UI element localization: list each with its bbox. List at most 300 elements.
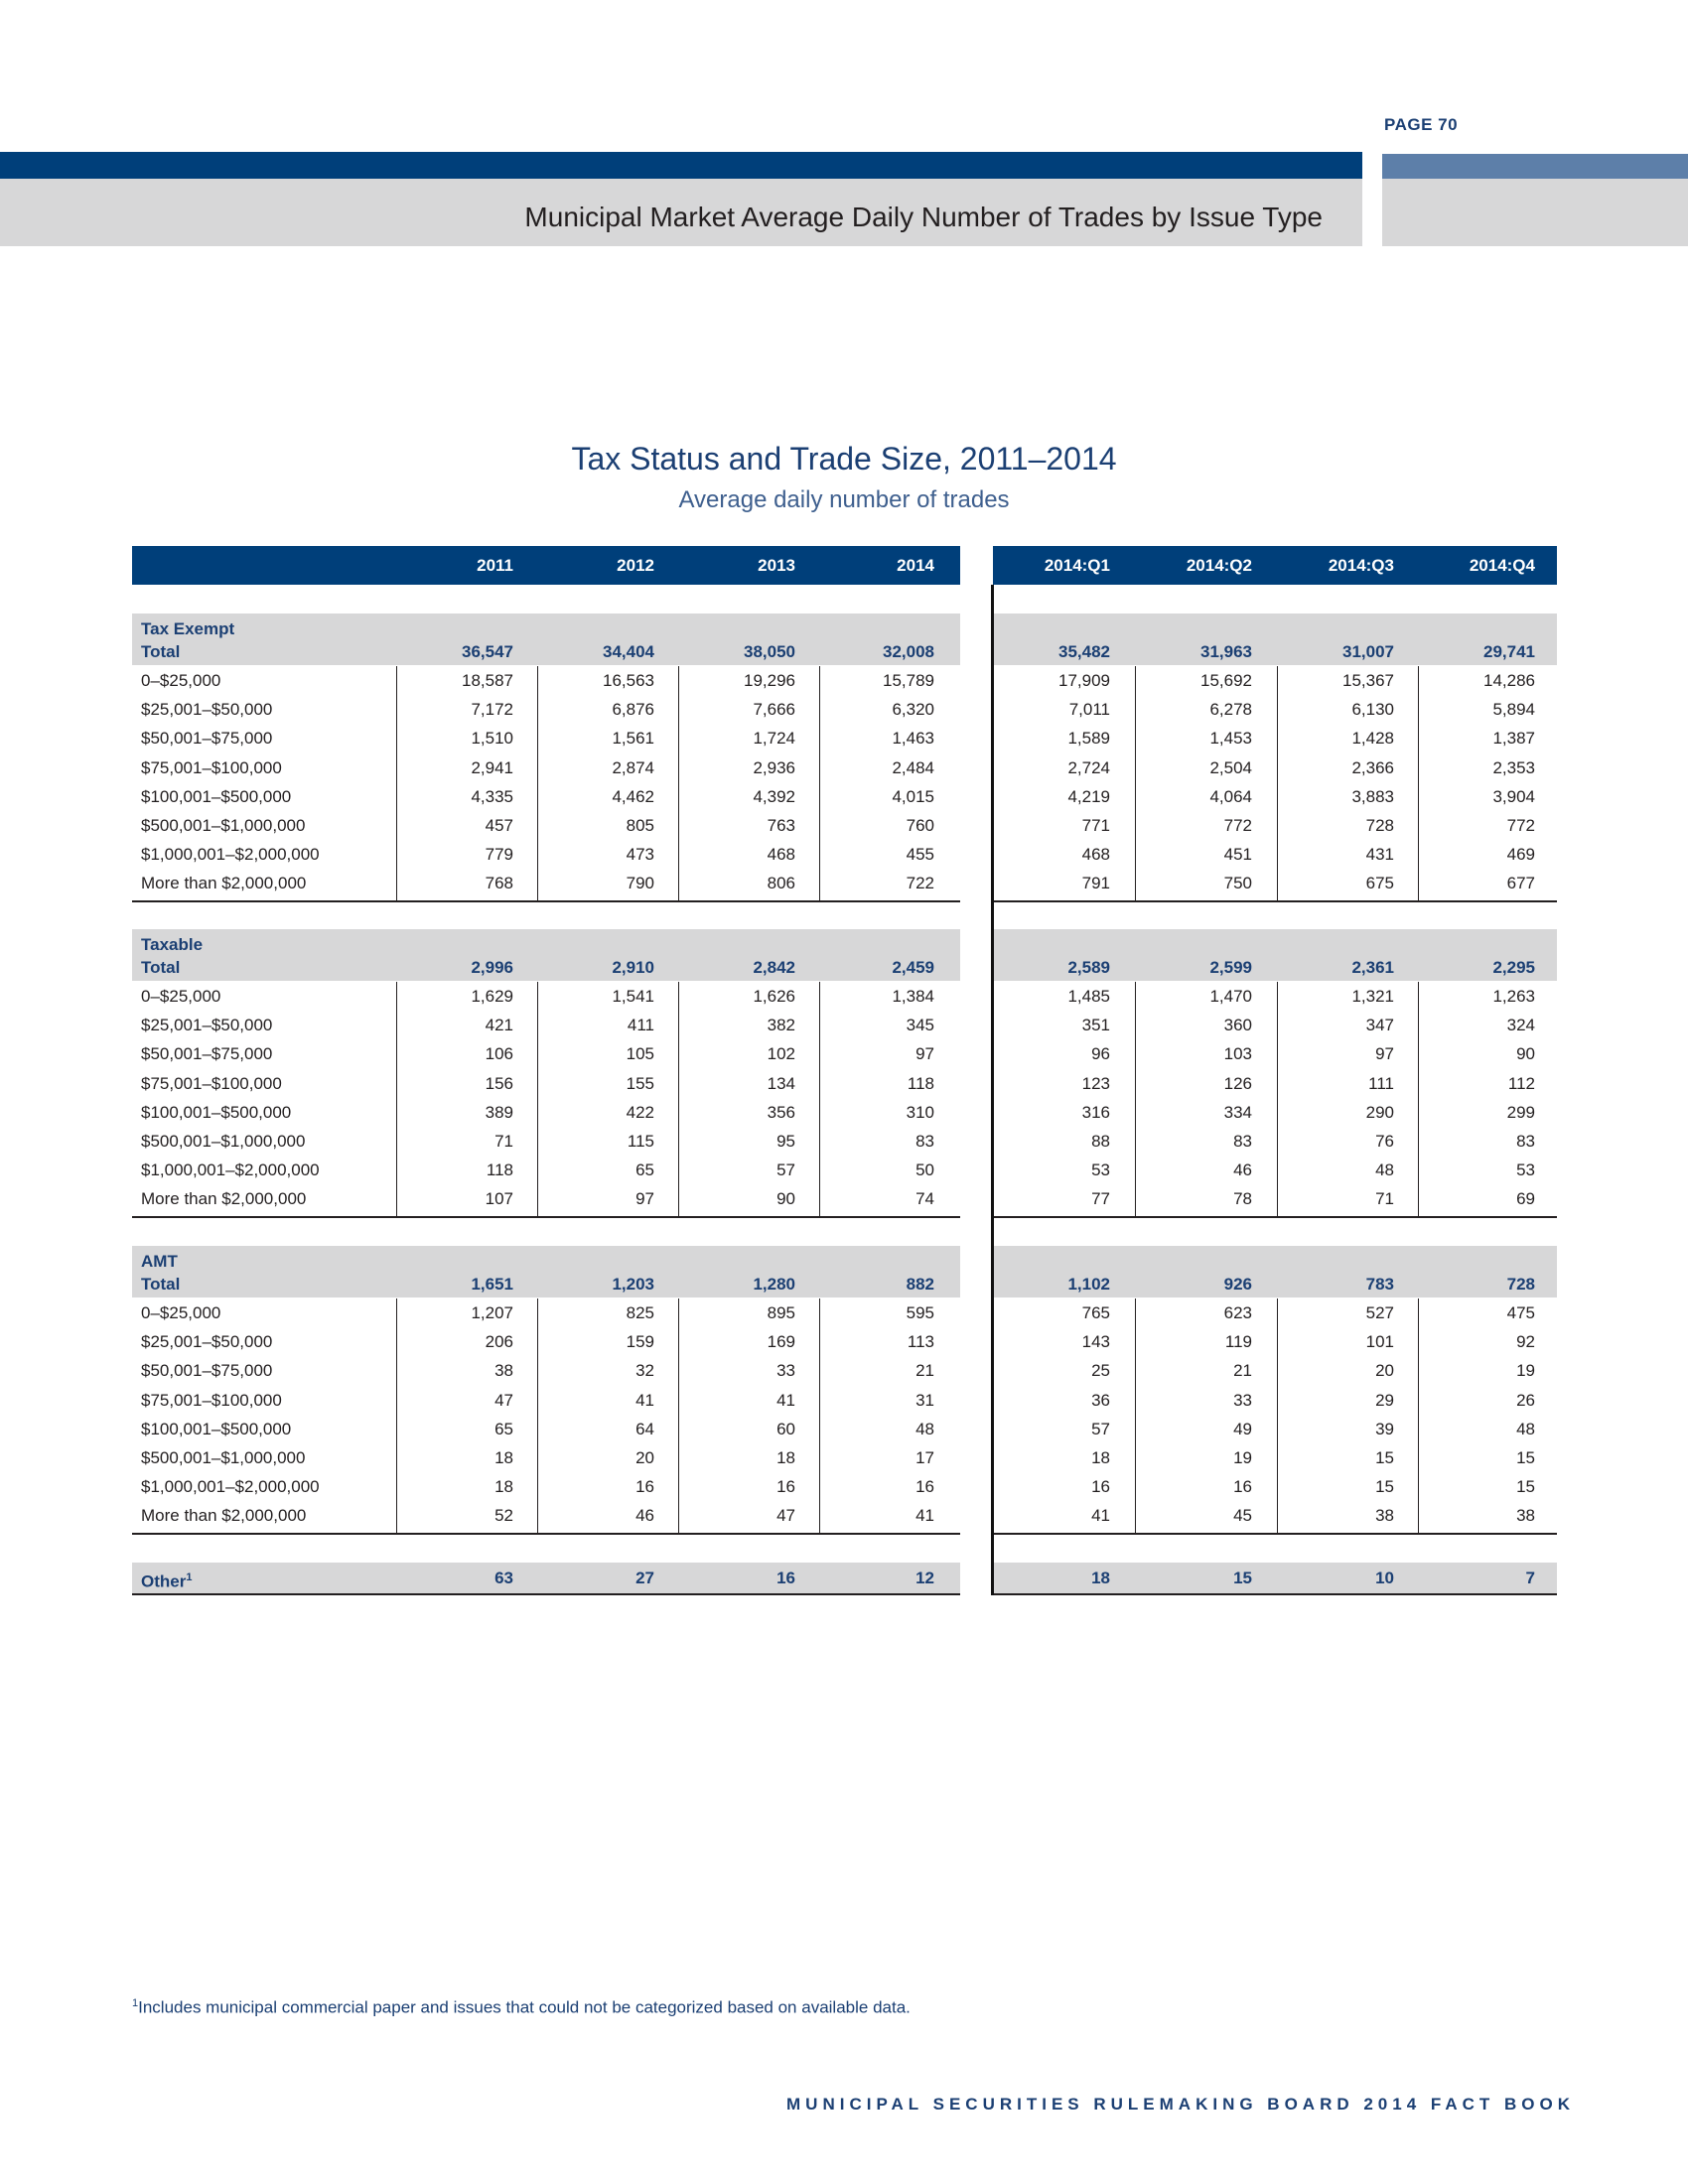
table-cell: 29 <box>1375 1390 1394 1410</box>
row-label: 0–$25,000 <box>141 671 221 690</box>
table-row <box>993 1356 1557 1385</box>
row-label: $75,001–$100,000 <box>141 1073 282 1093</box>
table-cell: 65 <box>635 1160 654 1180</box>
table-cell: 169 <box>767 1332 795 1352</box>
column-header: 2011 <box>477 556 513 575</box>
table-row <box>132 753 960 782</box>
table-cell: 97 <box>1375 1044 1394 1064</box>
total-cell: 2,295 <box>1492 958 1535 977</box>
footnote-text: Includes municipal commercial paper and issues that could not be categorized based on available data. <box>138 1997 911 2017</box>
table-cell: 107 <box>485 1189 513 1209</box>
table-cell: 4,335 <box>471 786 513 806</box>
table-row <box>132 782 960 811</box>
total-cell: 728 <box>1506 1275 1535 1294</box>
table-cell: 17,909 <box>1058 671 1110 690</box>
table-cell: 64 <box>635 1419 654 1438</box>
table-cell: 468 <box>767 845 795 865</box>
table-cell: 48 <box>1375 1160 1394 1180</box>
table-cell: 74 <box>915 1189 934 1209</box>
table-cell: 71 <box>494 1132 513 1151</box>
right-header-row <box>993 546 1557 585</box>
table-row <box>993 1156 1557 1184</box>
table-cell: 113 <box>907 1332 934 1352</box>
table-cell: 97 <box>635 1189 654 1209</box>
table-cell: 53 <box>1091 1160 1110 1180</box>
left-header-row <box>132 546 960 585</box>
table-cell: 20 <box>635 1448 654 1467</box>
table-cell: 431 <box>1365 845 1394 865</box>
table-row <box>132 811 960 840</box>
table-cell: 39 <box>1375 1419 1394 1438</box>
total-row <box>993 637 1557 666</box>
table-cell: 791 <box>1081 874 1110 893</box>
table-row <box>132 1156 960 1184</box>
table-cell: 53 <box>1516 1160 1535 1180</box>
table-row <box>993 1298 1557 1327</box>
row-label: $100,001–$500,000 <box>141 1419 292 1438</box>
section-name: AMT <box>141 1252 178 1271</box>
table-cell: 1,207 <box>471 1303 513 1322</box>
section-name: Taxable <box>141 935 204 954</box>
table-cell: 46 <box>635 1506 654 1526</box>
table-cell: 83 <box>915 1132 934 1151</box>
table-cell: 1,428 <box>1351 729 1394 749</box>
table-row <box>993 982 1557 1011</box>
table-cell: 1,561 <box>612 729 654 749</box>
table-cell: 118 <box>907 1073 934 1093</box>
table-cell: 6,130 <box>1351 700 1394 720</box>
table-cell: 106 <box>485 1044 513 1064</box>
table-row <box>132 1501 960 1530</box>
table-cell: 31 <box>915 1390 934 1410</box>
table-cell: 4,219 <box>1067 786 1110 806</box>
table-row <box>993 1501 1557 1530</box>
column-rule <box>537 982 538 1216</box>
table-cell: 18,587 <box>462 671 513 690</box>
footnote <box>132 1997 911 2018</box>
footer: MUNICIPAL SECURITIES RULEMAKING BOARD 2014 FACT BOOK <box>786 2095 1575 2114</box>
total-cell: 882 <box>906 1275 934 1294</box>
table-cell: 105 <box>626 1044 654 1064</box>
column-header: 2014:Q1 <box>1044 556 1110 575</box>
table-row <box>993 840 1557 869</box>
table-cell: 101 <box>1365 1332 1394 1352</box>
table-row <box>132 724 960 752</box>
table-cell: 1,626 <box>753 987 795 1006</box>
table-row <box>993 1443 1557 1472</box>
table-cell: 18 <box>1091 1448 1110 1467</box>
table-cell: 112 <box>1507 1073 1535 1093</box>
row-label: $50,001–$75,000 <box>141 1361 273 1381</box>
column-rule <box>819 666 820 900</box>
total-cell: 2,599 <box>1209 958 1252 977</box>
table-cell: 48 <box>915 1419 934 1438</box>
total-cell: 31,963 <box>1200 642 1252 661</box>
table-cell: 48 <box>1516 1419 1535 1438</box>
row-label: 0–$25,000 <box>141 987 221 1006</box>
table-row <box>993 1127 1557 1156</box>
table-cell: 421 <box>485 1016 513 1035</box>
table-cell: 6,320 <box>892 700 934 720</box>
table-cell: 119 <box>1224 1332 1252 1352</box>
total-cell: 35,482 <box>1058 642 1110 661</box>
table-cell: 1,463 <box>892 729 934 749</box>
table-cell: 772 <box>1223 816 1252 835</box>
table-cell: 15 <box>1375 1448 1394 1467</box>
row-label: $50,001–$75,000 <box>141 1044 273 1064</box>
column-rule <box>1135 1298 1136 1533</box>
total-row <box>993 953 1557 982</box>
table-cell: 595 <box>906 1303 934 1322</box>
total-cell: 2,361 <box>1351 958 1394 977</box>
row-label: $100,001–$500,000 <box>141 786 292 806</box>
total-cell: 926 <box>1223 1275 1252 1294</box>
footnote-mark: 1 <box>132 1997 139 2009</box>
total-cell: 36,547 <box>462 642 513 661</box>
table-cell: 1,470 <box>1209 987 1252 1006</box>
table-cell: 60 <box>776 1419 795 1438</box>
table-cell: 78 <box>1233 1189 1252 1209</box>
table-cell: 5,894 <box>1492 700 1535 720</box>
total-cell: 32,008 <box>883 642 934 661</box>
table-row <box>993 724 1557 752</box>
table-cell: 382 <box>767 1016 795 1035</box>
other-cell: 10 <box>1375 1569 1394 1587</box>
row-label: $500,001–$1,000,000 <box>141 1448 306 1467</box>
table-row <box>132 1386 960 1415</box>
row-label: $50,001–$75,000 <box>141 729 273 749</box>
table-cell: 790 <box>626 874 654 893</box>
column-rule <box>396 982 397 1216</box>
table-cell: 41 <box>1091 1506 1110 1526</box>
table-cell: 95 <box>776 1132 795 1151</box>
total-cell: 1,203 <box>612 1275 654 1294</box>
table-row <box>132 1184 960 1213</box>
other-cell: 15 <box>1233 1569 1252 1587</box>
section-rule <box>132 900 960 902</box>
table-cell: 65 <box>494 1419 513 1438</box>
panel-divider <box>991 585 994 1595</box>
row-label: Total <box>141 1275 181 1294</box>
table-cell: 768 <box>485 874 513 893</box>
row-label: $25,001–$50,000 <box>141 700 273 720</box>
table-cell: 15,789 <box>883 671 934 690</box>
table-cell: 3,904 <box>1492 786 1535 806</box>
column-rule <box>1418 666 1419 900</box>
table-row <box>993 1415 1557 1443</box>
row-label: $500,001–$1,000,000 <box>141 1132 306 1151</box>
column-header: 2012 <box>617 556 654 575</box>
table-row <box>993 1069 1557 1098</box>
table-cell: 17 <box>915 1448 934 1467</box>
table-cell: 18 <box>494 1448 513 1467</box>
row-label: More than $2,000,000 <box>141 1189 307 1209</box>
table-cell: 38 <box>1516 1506 1535 1526</box>
table-cell: 126 <box>1223 1073 1252 1093</box>
table-row <box>132 1415 960 1443</box>
column-rule <box>678 1298 679 1533</box>
table-cell: 805 <box>626 816 654 835</box>
table-cell: 52 <box>494 1506 513 1526</box>
table-row <box>132 869 960 897</box>
total-cell: 1,280 <box>753 1275 795 1294</box>
total-cell: 29,741 <box>1483 642 1535 661</box>
table-cell: 310 <box>906 1102 934 1122</box>
table-cell: 21 <box>915 1361 934 1381</box>
row-label: $1,000,001–$2,000,000 <box>141 1477 320 1497</box>
table-cell: 722 <box>906 874 934 893</box>
table-row <box>132 840 960 869</box>
total-cell: 2,589 <box>1067 958 1110 977</box>
table-row <box>132 1443 960 1472</box>
table-cell: 41 <box>915 1506 934 1526</box>
table-cell: 57 <box>776 1160 795 1180</box>
table-cell: 25 <box>1091 1361 1110 1381</box>
total-cell: 2,842 <box>753 958 795 977</box>
table-cell: 14,286 <box>1483 671 1535 690</box>
table-cell: 26 <box>1516 1390 1535 1410</box>
table-cell: 457 <box>485 816 513 835</box>
column-rule <box>396 666 397 900</box>
table-cell: 47 <box>494 1390 513 1410</box>
table-cell: 206 <box>485 1332 513 1352</box>
section-rule <box>993 900 1557 902</box>
column-rule <box>396 1298 397 1533</box>
table-cell: 468 <box>1081 845 1110 865</box>
row-label: $25,001–$50,000 <box>141 1332 273 1352</box>
table-cell: 103 <box>1223 1044 1252 1064</box>
table-cell: 57 <box>1091 1419 1110 1438</box>
row-label: More than $2,000,000 <box>141 1506 307 1526</box>
table-cell: 825 <box>626 1303 654 1322</box>
table-cell: 90 <box>1516 1044 1535 1064</box>
table-cell: 763 <box>767 816 795 835</box>
table-cell: 765 <box>1081 1303 1110 1322</box>
other-rule <box>132 1593 960 1595</box>
row-label: Total <box>141 958 181 977</box>
column-rule <box>1277 666 1278 900</box>
other-label: Other <box>141 1571 187 1591</box>
table-cell: 92 <box>1516 1332 1535 1352</box>
table-cell: 15,692 <box>1200 671 1252 690</box>
table-row <box>993 1184 1557 1213</box>
section-rule <box>993 1533 1557 1535</box>
table-cell: 115 <box>627 1132 654 1151</box>
table-cell: 4,462 <box>612 786 654 806</box>
other-cell: 63 <box>494 1569 513 1587</box>
row-label: $75,001–$100,000 <box>141 1390 282 1410</box>
table-row <box>993 811 1557 840</box>
table-cell: 2,484 <box>892 757 934 777</box>
table-cell: 623 <box>1223 1303 1252 1322</box>
table-cell: 1,589 <box>1067 729 1110 749</box>
section-rule <box>132 1533 960 1535</box>
total-cell: 1,102 <box>1067 1275 1110 1294</box>
table-cell: 324 <box>1506 1016 1535 1035</box>
table-row <box>993 1098 1557 1127</box>
table-cell: 2,504 <box>1209 757 1252 777</box>
table-cell: 2,936 <box>753 757 795 777</box>
table-cell: 6,278 <box>1209 700 1252 720</box>
table-cell: 1,485 <box>1067 987 1110 1006</box>
table-cell: 779 <box>485 845 513 865</box>
table-cell: 71 <box>1375 1189 1394 1209</box>
table-cell: 19,296 <box>744 671 795 690</box>
total-row <box>132 953 960 982</box>
table-cell: 469 <box>1506 845 1535 865</box>
table-cell: 69 <box>1516 1189 1535 1209</box>
table-cell: 347 <box>1365 1016 1394 1035</box>
table-cell: 2,874 <box>612 757 654 777</box>
other-row <box>993 1563 1557 1593</box>
table-row <box>993 782 1557 811</box>
table-cell: 290 <box>1365 1102 1394 1122</box>
table-row <box>993 753 1557 782</box>
table-row <box>993 1386 1557 1415</box>
table-cell: 143 <box>1081 1332 1110 1352</box>
table-cell: 16 <box>635 1477 654 1497</box>
section-rule <box>993 1216 1557 1218</box>
total-row <box>993 1270 1557 1298</box>
column-rule <box>1277 982 1278 1216</box>
table-cell: 18 <box>494 1477 513 1497</box>
table-cell: 451 <box>1223 845 1252 865</box>
table-cell: 1,541 <box>612 987 654 1006</box>
table-cell: 49 <box>1233 1419 1252 1438</box>
table-cell: 16 <box>915 1477 934 1497</box>
table-row <box>132 1356 960 1385</box>
table-cell: 102 <box>767 1044 795 1064</box>
other-footnote-mark: 1 <box>186 1571 193 1583</box>
table-cell: 771 <box>1081 816 1110 835</box>
row-label: $75,001–$100,000 <box>141 757 282 777</box>
table-cell: 316 <box>1081 1102 1110 1122</box>
table-row <box>132 1127 960 1156</box>
total-row <box>132 1270 960 1298</box>
table-cell: 1,510 <box>471 729 513 749</box>
table-cell: 76 <box>1375 1132 1394 1151</box>
table-cell: 1,384 <box>892 987 934 1006</box>
table-cell: 1,321 <box>1351 987 1394 1006</box>
table-cell: 38 <box>1375 1506 1394 1526</box>
section-name: Tax Exempt <box>141 619 235 638</box>
other-rule <box>993 1593 1557 1595</box>
table-cell: 41 <box>635 1390 654 1410</box>
table-cell: 118 <box>486 1160 513 1180</box>
other-cell: 18 <box>1091 1569 1110 1587</box>
column-rule <box>1418 1298 1419 1533</box>
total-cell: 31,007 <box>1342 642 1394 661</box>
table-row <box>993 869 1557 897</box>
table-cell: 46 <box>1233 1160 1252 1180</box>
table-cell: 806 <box>767 874 795 893</box>
table-row <box>993 666 1557 695</box>
column-rule <box>1418 982 1419 1216</box>
row-label: $25,001–$50,000 <box>141 1016 273 1035</box>
table-cell: 155 <box>626 1073 654 1093</box>
table-row <box>993 1011 1557 1039</box>
header-blue-bar-right <box>1382 154 1688 179</box>
table-row <box>132 1472 960 1501</box>
table-row <box>993 1039 1557 1068</box>
table-row <box>132 1069 960 1098</box>
table-cell: 360 <box>1223 1016 1252 1035</box>
table-cell: 7,172 <box>471 700 513 720</box>
table-cell: 7,011 <box>1068 700 1110 720</box>
table-cell: 728 <box>1365 816 1394 835</box>
table-cell: 38 <box>494 1361 513 1381</box>
table-cell: 123 <box>1081 1073 1110 1093</box>
header-gray-bar-right <box>1382 179 1688 246</box>
table-cell: 88 <box>1091 1132 1110 1151</box>
table-cell: 351 <box>1081 1016 1110 1035</box>
total-row <box>132 637 960 666</box>
table-cell: 6,876 <box>612 700 654 720</box>
table-cell: 1,453 <box>1209 729 1252 749</box>
table-cell: 299 <box>1506 1102 1535 1122</box>
other-cell: 27 <box>635 1569 654 1587</box>
row-label <box>141 1563 192 1597</box>
table-cell: 97 <box>915 1044 934 1064</box>
total-cell: 38,050 <box>744 642 795 661</box>
table-row <box>132 1098 960 1127</box>
table-row <box>132 1039 960 1068</box>
row-label: $1,000,001–$2,000,000 <box>141 845 320 865</box>
table-row <box>132 982 960 1011</box>
total-cell: 2,996 <box>471 958 513 977</box>
row-label: $100,001–$500,000 <box>141 1102 292 1122</box>
other-cell: 7 <box>1525 1569 1535 1587</box>
table-row <box>132 695 960 724</box>
table-cell: 334 <box>1223 1102 1252 1122</box>
table-row <box>993 695 1557 724</box>
table-cell: 50 <box>915 1160 934 1180</box>
table-cell: 83 <box>1233 1132 1252 1151</box>
table-cell: 32 <box>635 1361 654 1381</box>
row-label: Total <box>141 642 181 661</box>
table-cell: 1,263 <box>1492 987 1535 1006</box>
column-rule <box>537 666 538 900</box>
row-label: 0–$25,000 <box>141 1303 221 1322</box>
table-cell: 16 <box>1233 1477 1252 1497</box>
column-header: 2014:Q4 <box>1469 556 1535 575</box>
table-cell: 18 <box>776 1448 795 1467</box>
column-header: 2014 <box>897 556 934 575</box>
column-rule <box>678 982 679 1216</box>
table-cell: 111 <box>1368 1073 1394 1093</box>
table-cell: 47 <box>776 1506 795 1526</box>
total-cell: 34,404 <box>603 642 654 661</box>
table-cell: 156 <box>485 1073 513 1093</box>
column-rule <box>1135 982 1136 1216</box>
table-cell: 1,629 <box>471 987 513 1006</box>
table-cell: 33 <box>776 1361 795 1381</box>
table-cell: 16 <box>776 1477 795 1497</box>
table-cell: 475 <box>1506 1303 1535 1322</box>
column-header: 2014:Q2 <box>1186 556 1252 575</box>
table-cell: 159 <box>626 1332 654 1352</box>
table-cell: 4,392 <box>753 786 795 806</box>
table-cell: 411 <box>627 1016 654 1035</box>
table-cell: 33 <box>1233 1390 1252 1410</box>
table-cell: 19 <box>1516 1361 1535 1381</box>
table-cell: 422 <box>626 1102 654 1122</box>
other-row <box>132 1563 960 1593</box>
column-rule <box>1277 1298 1278 1533</box>
table-cell: 2,941 <box>471 757 513 777</box>
table-row <box>132 1327 960 1356</box>
table-row <box>132 666 960 695</box>
